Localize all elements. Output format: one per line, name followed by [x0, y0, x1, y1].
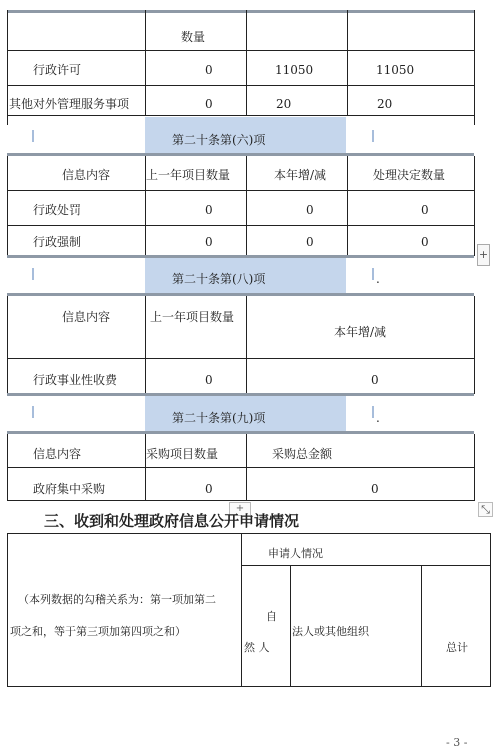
table-border-right: [474, 296, 475, 394]
row-line: [7, 358, 475, 359]
table-divider: [246, 156, 247, 256]
header-cell: 信息内容: [62, 310, 111, 324]
row-label: 行政处罚: [33, 203, 82, 217]
table-border-left: [7, 10, 8, 125]
section-rule: [7, 293, 474, 296]
header-cell: 申请人情况: [268, 547, 323, 560]
header-cell: 处理决定数量: [373, 168, 446, 182]
cell-value: 0: [205, 373, 213, 387]
header-cell: 采购总金额: [272, 447, 333, 461]
cell-dot: .: [376, 272, 380, 286]
table-border-left: [7, 156, 8, 256]
cell-marker: [32, 268, 34, 280]
header-cell: 本年增/减: [274, 168, 327, 182]
table-divider: [246, 10, 247, 115]
table-border-right: [474, 10, 475, 125]
cell-value: 0: [205, 203, 213, 217]
cell-value: 0: [205, 97, 213, 111]
table-divider: [421, 565, 422, 687]
row-line: [7, 50, 475, 51]
header-cell: 上一年项目数量: [150, 310, 235, 324]
cell-dot: .: [376, 411, 380, 425]
section-rule: [7, 431, 474, 434]
table-divider: [145, 10, 146, 115]
header-cell: 上一年项目数量: [146, 168, 231, 182]
cell-value: 0: [205, 63, 213, 77]
cell-value: 20: [276, 97, 292, 111]
section-heading: 三、收到和处理政府信息公开申请情况: [44, 512, 300, 530]
row-label: 行政事业性收费: [33, 373, 118, 387]
table-top-line: [7, 533, 491, 534]
cell-value: 0: [306, 235, 314, 249]
row-label: 行政许可: [33, 63, 82, 77]
row-label: 政府集中采购: [33, 482, 106, 496]
note-text: （本列数据的勾稽关系为：第一项加第二: [18, 593, 216, 606]
table-divider: [145, 296, 146, 394]
table-divider: [347, 156, 348, 256]
section-title: 第二十条第(九)项: [172, 411, 266, 425]
cell-value: 0: [421, 235, 429, 249]
table-bottom-line: [7, 686, 491, 687]
header-cell: 然 人: [244, 641, 270, 654]
section-title: 第二十条第(八)项: [172, 272, 266, 286]
header-cell: 自: [266, 610, 277, 623]
header-cell: 本年增/减: [334, 325, 387, 339]
row-line: [7, 467, 475, 468]
table-divider: [241, 533, 242, 687]
header-cell: 总计: [446, 641, 468, 654]
cell-marker: [372, 130, 374, 142]
note-text: 项之和，等于第三项加第四项之和）: [10, 625, 186, 638]
section-title: 第二十条第(六)项: [172, 133, 266, 147]
cell-value: 11050: [275, 63, 314, 77]
table-border-left: [7, 533, 8, 687]
page-number: - 3 -: [446, 736, 468, 749]
add-column-button[interactable]: +: [477, 244, 490, 266]
table-border-left: [7, 296, 8, 394]
cell-value: 0: [306, 203, 314, 217]
cell-value: 0: [205, 235, 213, 249]
table-resize-icon[interactable]: ⤡: [478, 502, 493, 517]
header-cell: 信息内容: [33, 447, 82, 461]
table-divider: [347, 10, 348, 115]
row-line: [241, 565, 491, 566]
cell-value: 0: [371, 373, 379, 387]
cell-marker: [372, 406, 374, 418]
row-label: 其他对外管理服务事项: [9, 97, 130, 111]
cell-value: 20: [377, 97, 393, 111]
header-cell: 信息内容: [62, 168, 111, 182]
cell-value: 11050: [376, 63, 415, 77]
cell-marker: [32, 406, 34, 418]
table-border-right: [490, 533, 491, 687]
header-cell: 采购项目数量: [146, 447, 219, 461]
add-row-button[interactable]: +: [229, 502, 251, 516]
row-line: [7, 115, 475, 116]
cell-value: 0: [205, 482, 213, 496]
cell-marker: [32, 130, 34, 142]
table-divider: [246, 296, 247, 394]
cell-value: 0: [371, 482, 379, 496]
section-rule: [7, 153, 474, 156]
header-cell: 法人或其他组织: [292, 625, 369, 638]
row-label: 行政强制: [33, 235, 82, 249]
table-top-rule: [7, 10, 474, 13]
cell-value: 0: [421, 203, 429, 217]
cell-marker: [372, 268, 374, 280]
table-divider: [290, 565, 291, 687]
row-line: [7, 225, 475, 226]
row-line: [7, 190, 475, 191]
header-cell: 数量: [181, 30, 206, 44]
table-bottom-line: [7, 500, 475, 501]
row-line: [7, 85, 475, 86]
table-border-right: [474, 156, 475, 256]
